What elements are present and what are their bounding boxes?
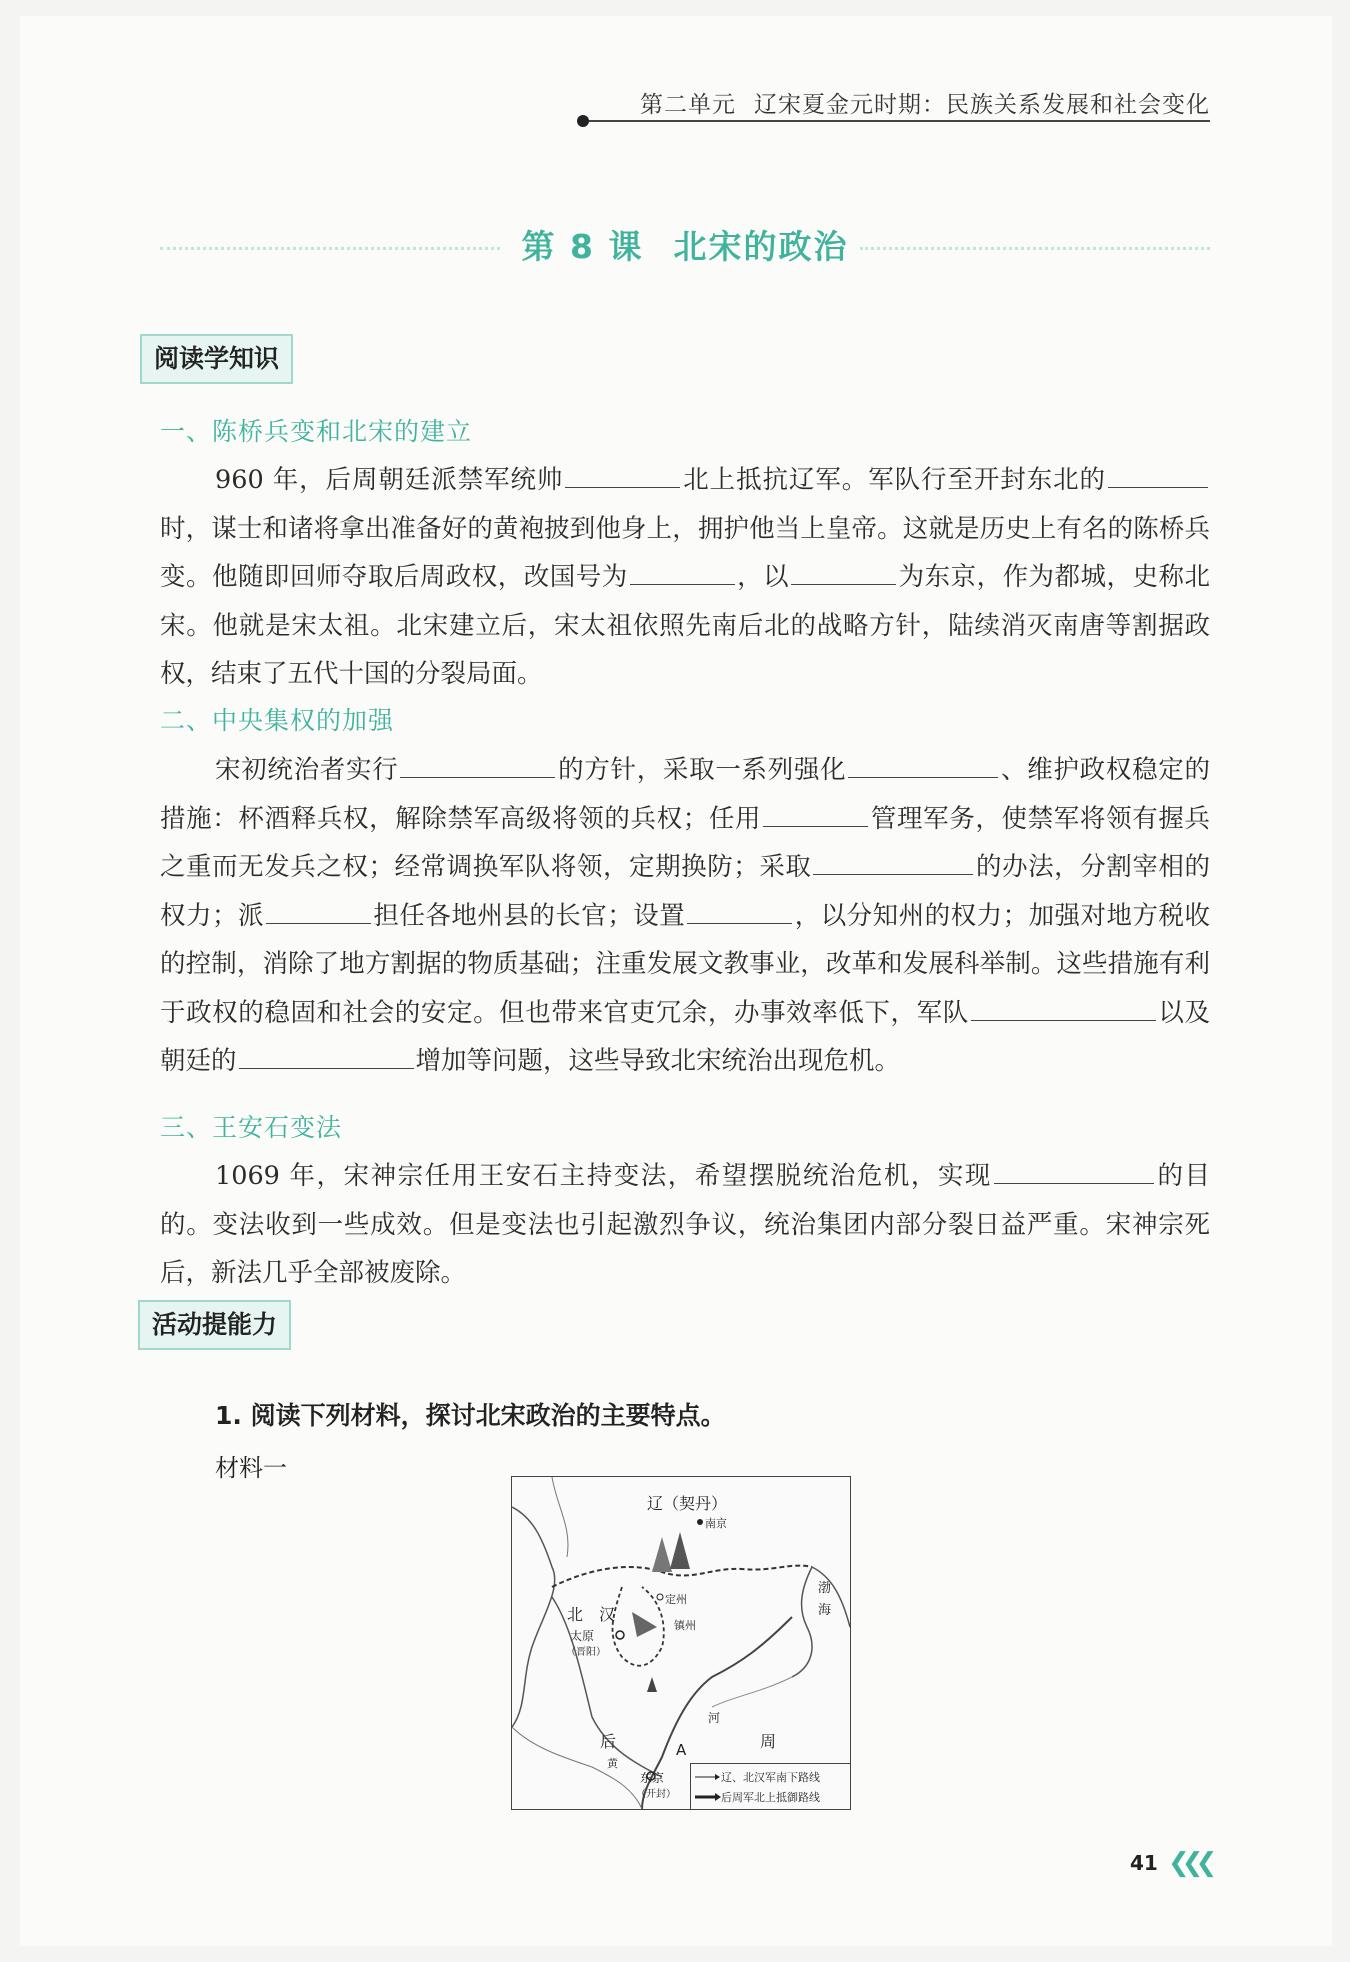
map-label-huang: 黄 [607, 1757, 618, 1770]
map-label-nanjing: 南京 [705, 1517, 727, 1530]
unit-topic: 辽宋夏金元时期：民族关系发展和社会变化 [754, 92, 1210, 118]
fill-blank[interactable] [1108, 465, 1208, 488]
fill-blank[interactable] [994, 1161, 1154, 1184]
fill-blank[interactable] [791, 562, 896, 585]
map-label-dingzhou: 定州 [665, 1593, 687, 1606]
map-label-liao: 辽（契丹） [647, 1494, 728, 1513]
bullet-dot [577, 115, 589, 127]
map-label-hou: 后 [600, 1732, 617, 1751]
map-label-taiyuan: 太原 [570, 1629, 595, 1643]
map-label-bo: 渤 [818, 1581, 832, 1596]
running-header [580, 86, 1210, 122]
lesson-name: 北宋的政治 [673, 227, 849, 266]
fill-blank[interactable] [848, 755, 998, 778]
map-drawing [512, 1477, 850, 1809]
chevron-left-icon: ❮❮❮ [1168, 1848, 1210, 1878]
map-label-he: 河 [708, 1711, 721, 1725]
section3-title: 三、王安石变法 [160, 1113, 343, 1142]
map-label-zhenzhou: 镇州 [674, 1619, 696, 1632]
reading-heading: 阅读学知识 [140, 334, 293, 384]
fill-blank[interactable] [687, 901, 792, 924]
legend-liao-route: 辽、北汉军南下路线 [721, 1771, 820, 1784]
activity-heading: 活动提能力 [138, 1300, 291, 1350]
unit-label: 第二单元 [640, 92, 736, 118]
fill-blank[interactable] [630, 562, 735, 585]
map-label-hai: 海 [818, 1603, 832, 1618]
lesson-title-row [160, 221, 1210, 281]
section1-title: 一、陈桥兵变和北宋的建立 [160, 417, 473, 446]
title-rule-left [160, 247, 500, 250]
section1-paragraph: 960 年，后周朝廷派禁军统帅 北上抵抗辽军。军队行至开封东北的时，谋士和诸将拿出准备好的黄袍披到他身上，拥护他当上皇帝。这就是历史上有名的陈桥兵变。他随即回师夺取后周政权，改国号为 ，以 为东京，作为都城，史称北宋。他就是宋太祖。北宋建立后，宋太祖依照先南后北的战略方针，陆续消灭南唐等割据政权，结束了五代十国的分裂局面。 [160, 465, 1210, 689]
fill-blank[interactable] [239, 1046, 414, 1069]
map-label-a: A [676, 1741, 687, 1759]
material-label: 材料一 [215, 1454, 287, 1482]
title-rule-right [860, 247, 1210, 250]
fill-blank[interactable] [813, 852, 973, 875]
map-label-zhou: 周 [760, 1732, 777, 1751]
fill-blank[interactable] [971, 998, 1156, 1021]
fill-blank[interactable] [400, 755, 555, 778]
legend-houzhou-route: 后周军北上抵御路线 [721, 1791, 820, 1804]
fill-blank[interactable] [763, 804, 868, 827]
map-label-beihan: 北 汉 [567, 1605, 616, 1624]
map-label-jinyang: （晋阳） [566, 1647, 606, 1658]
fill-blank[interactable] [266, 901, 371, 924]
fill-blank[interactable] [565, 465, 680, 488]
lesson-title [515, 221, 855, 268]
section2-title: 二、中央集权的加强 [160, 706, 395, 735]
map-legend [690, 1763, 851, 1810]
section2-paragraph: 宋初统治者实行 的方针，采取一系列强化 、维护政权稳定的措施：杯酒释兵权，解除禁军高级将领的兵权；任用 管理军务，使禁军将领有握兵之重而无发兵之权；经常调换军队将领，定期换防；采取 的办法，分割宰相的权力；派 担任各地州县的长官；设置 ，以分知州的权力；加强对地方税收的控制，消除了地方割据的物质基础；注重发展文教事业，改革和发展科举制。这些措施有利于政权的稳固和社会的安定。但也带来官吏冗余，办事效率低下，军队 以及朝廷的 增加等问题，这些导致北宋统治出现危机。 [160, 755, 1210, 1076]
page [20, 16, 1332, 1946]
page-number: 41 [1130, 1851, 1158, 1875]
historical-map [511, 1476, 851, 1810]
map-label-dongjing: 东京 [640, 1771, 665, 1785]
question-1: 1. 阅读下列材料，探讨北宋政治的主要特点。 [215, 1401, 726, 1430]
map-label-kaifeng: （开封） [636, 1789, 676, 1800]
section3-paragraph: 1069 年，宋神宗任用王安石主持变法，希望摆脱统治危机，实现 的目的。变法收到一些成效。但是变法也引起激烈争议，统治集团内部分裂日益严重。宋神宗死后，新法几乎全部被废除。 [160, 1161, 1210, 1288]
lesson-number: 第 8 课 [521, 227, 644, 266]
